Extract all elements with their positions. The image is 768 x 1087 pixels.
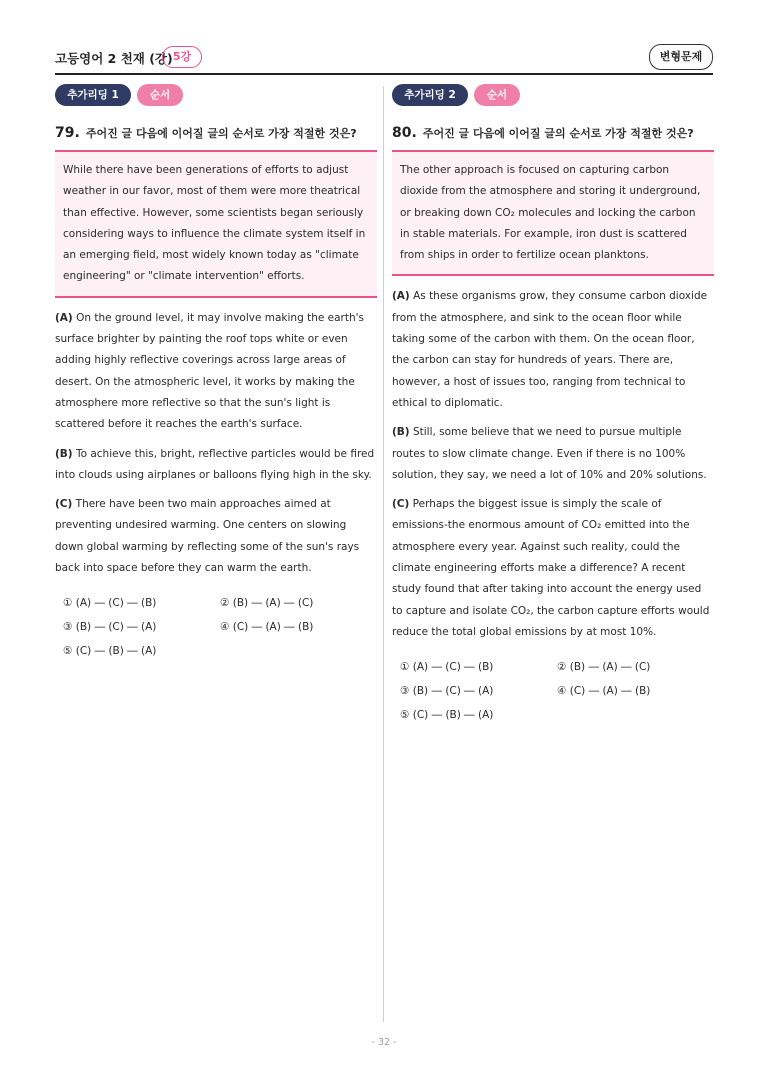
paragraph-label: (C) [55,498,73,511]
page-number: - 32 - [371,1037,397,1048]
order-tag: 순서 [137,84,183,106]
lesson-badge: 5강 [162,46,202,68]
question-80-badges [392,84,714,106]
paragraph-label: (C) [392,498,410,511]
question-80-prompt [392,123,714,143]
choice-1[interactable]: ① (A) ― (C) ― (B) [63,597,157,610]
answer-choices [55,591,377,663]
paragraph-text: There have been two main approaches aimed at preventing undesired warming. One centers on slowing down global warming by reflecting some of the sun's rays back into space before they can warm the earth. [55,498,360,575]
question-79-column [55,84,377,663]
paragraph-text: As these organisms grow, they consume carbon dioxide from the atmosphere, and sink to the ocean floor while taking some of the carbon with them. On the ocean floor, the carbon can stay for hundreds of years. There are, however, a host of issues too, ranging from technical to ethical to diplomatic. [392,290,708,409]
question-text: 주어진 글 다음에 이어질 글의 순서로 가장 적절한 것은? [422,127,694,140]
paragraph-text: Perhaps the biggest issue is simply the scale of emissions-the enormous amount of CO₂ emitted into the atmosphere every year. Against such reality, could the climate engineering efforts make a difference? A recent study found that after taking into account the energy used to capture and isolate CO₂, the carbon capture efforts would reduce the total global emissions by at most 10%. [392,498,710,638]
book-title: 고등영어 2 천재 (강) [55,51,173,66]
question-80-column [392,84,714,727]
question-79-badges [55,84,377,106]
paragraph-text: On the ground level, it may involve making the earth's surface brighter by painting the roof tops white or even adding highly reflective coverings across large areas of desert. On the atmospheric level, it works by making the atmosphere more reflective so that the sun's light is scattered before it reaches the earth's surface. [55,311,364,431]
choice-3[interactable]: ③ (B) ― (C) ― (A) [400,685,494,698]
choice-4[interactable]: ④ (C) ― (A) ― (B) [557,685,651,698]
problem-type-badge: 변형문제 [649,44,713,70]
page-header [55,44,713,74]
order-tag: 순서 [474,84,520,106]
paragraph-a [392,286,714,414]
paragraph-c [55,494,377,579]
answer-choices [392,655,714,727]
paragraph-label: (B) [392,426,410,439]
given-passage: While there have been generations of efforts to adjust weather in our favor, most of them were more theatrical than effective. However, some scientists began seriously considering ways to influence the climate system itself in an emerging field, most widely known today as "climate engineering" or "climate intervention" efforts. [55,150,377,298]
paragraph-b [55,444,377,487]
choice-2[interactable]: ② (B) ― (A) ― (C) [220,597,314,610]
paragraph-text: Still, some believe that we need to pursue multiple routes to slow climate change. Even if there is no 100% solution, they say, we need a lot of 10% and 20% solutions. [392,426,707,481]
question-text: 주어진 글 다음에 이어질 글의 순서로 가장 적절한 것은? [85,127,357,140]
choice-3[interactable]: ③ (B) ― (C) ― (A) [63,621,157,634]
paragraph-a [55,308,377,436]
choice-5[interactable]: ⑤ (C) ― (B) ― (A) [400,709,494,722]
question-number: 80. [392,125,417,141]
choice-4[interactable]: ④ (C) ― (A) ― (B) [220,621,314,634]
question-number: 79. [55,125,80,141]
paragraph-label: (B) [55,447,73,460]
choice-5[interactable]: ⑤ (C) ― (B) ― (A) [63,645,157,658]
paragraph-c [392,494,714,643]
column-divider [383,86,384,1022]
given-passage: The other approach is focused on capturing carbon dioxide from the atmosphere and storing it underground, or breaking down CO₂ molecules and locking the carbon in stable materials. For example, iron dust is scattered from ships in order to fertilize ocean planktons. [392,150,714,276]
reading-badge: 추가리딩 2 [392,84,468,106]
header-rule [55,73,713,75]
paragraph-label: (A) [392,290,410,303]
choice-1[interactable]: ① (A) ― (C) ― (B) [400,661,494,674]
paragraph-label: (A) [55,311,73,324]
question-79-prompt [55,123,377,143]
reading-badge: 추가리딩 1 [55,84,131,106]
paragraph-b [392,422,714,486]
choice-2[interactable]: ② (B) ― (A) ― (C) [557,661,651,674]
paragraph-text: To achieve this, bright, reflective particles would be fired into clouds using airplanes or balloons flying high in the sky. [55,447,375,481]
